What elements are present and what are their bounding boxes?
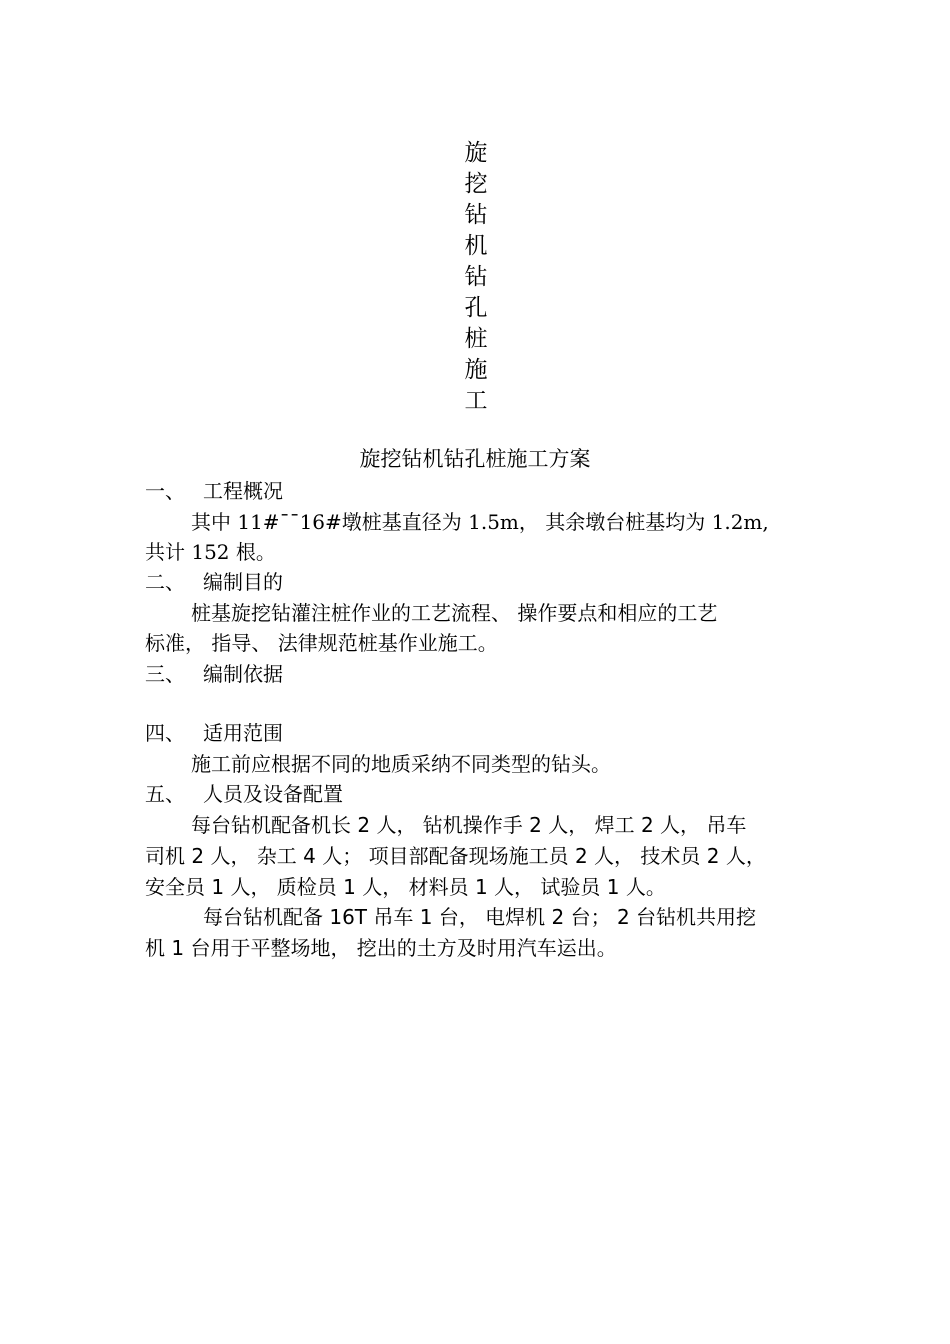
- section-number: 二、: [145, 570, 185, 594]
- paragraph-line: 安全员 1 人， 质检员 1 人， 材料员 1 人， 试验员 1 人。: [145, 875, 666, 899]
- paragraph-line: 标准， 指导、 法律规范桩基作业施工。: [145, 631, 498, 655]
- vertical-title: [462, 138, 490, 417]
- paragraph-line: 其中 11#¯¯16#墩桩基直径为 1.5m， 其余墩台桩基均为 1.2m,: [191, 510, 769, 534]
- vertical-title-char: 桩: [464, 326, 488, 352]
- vertical-title-char: 钻: [464, 264, 488, 290]
- section-number: 四、: [145, 721, 185, 745]
- vertical-title-char: 旋: [464, 140, 488, 166]
- vertical-title-char: 机: [464, 233, 488, 259]
- section-number: 三、: [145, 662, 185, 686]
- section-heading: [145, 476, 815, 506]
- section-heading: [145, 779, 815, 809]
- section-heading: [145, 567, 815, 597]
- paragraph-line: 每台钻机配备机长 2 人， 钻机操作手 2 人， 焊工 2 人， 吊车: [191, 813, 747, 837]
- paragraph-line: 机 1 台用于平整场地， 挖出的土方及时用汽车运出。: [145, 936, 617, 960]
- document-title: 旋挖钻机钻孔桩施工方案: [359, 447, 591, 471]
- vertical-title-char: 孔: [464, 295, 488, 321]
- section-number: 五、: [145, 782, 185, 806]
- vertical-title-char: 钻: [464, 202, 488, 228]
- section-title: 编制依据: [203, 662, 283, 686]
- section-title: 适用范围: [203, 721, 283, 745]
- section-title: 人员及设备配置: [203, 782, 343, 806]
- section-heading: [145, 718, 815, 748]
- section-title: 工程概况: [203, 479, 283, 503]
- vertical-title-char: 施: [464, 357, 488, 383]
- paragraph-line: 施工前应根据不同的地质采纳不同类型的钻头。: [191, 752, 611, 776]
- vertical-title-char: 挖: [464, 171, 488, 197]
- paragraph-line: 桩基旋挖钻灌注桩作业的工艺流程、 操作要点和相应的工艺: [191, 601, 718, 625]
- paragraph-line: 共计 152 根。: [145, 540, 276, 564]
- section-title: 编制目的: [203, 570, 283, 594]
- section-number: 一、: [145, 479, 185, 503]
- section-heading: [145, 659, 815, 689]
- paragraph-line: 司机 2 人， 杂工 4 人； 项目部配备现场施工员 2 人， 技术员 2 人，: [145, 844, 766, 868]
- vertical-title-char: 工: [464, 388, 488, 414]
- paragraph-line: 每台钻机配备 16T 吊车 1 台， 电焊机 2 台； 2 台钻机共用挖: [203, 905, 757, 929]
